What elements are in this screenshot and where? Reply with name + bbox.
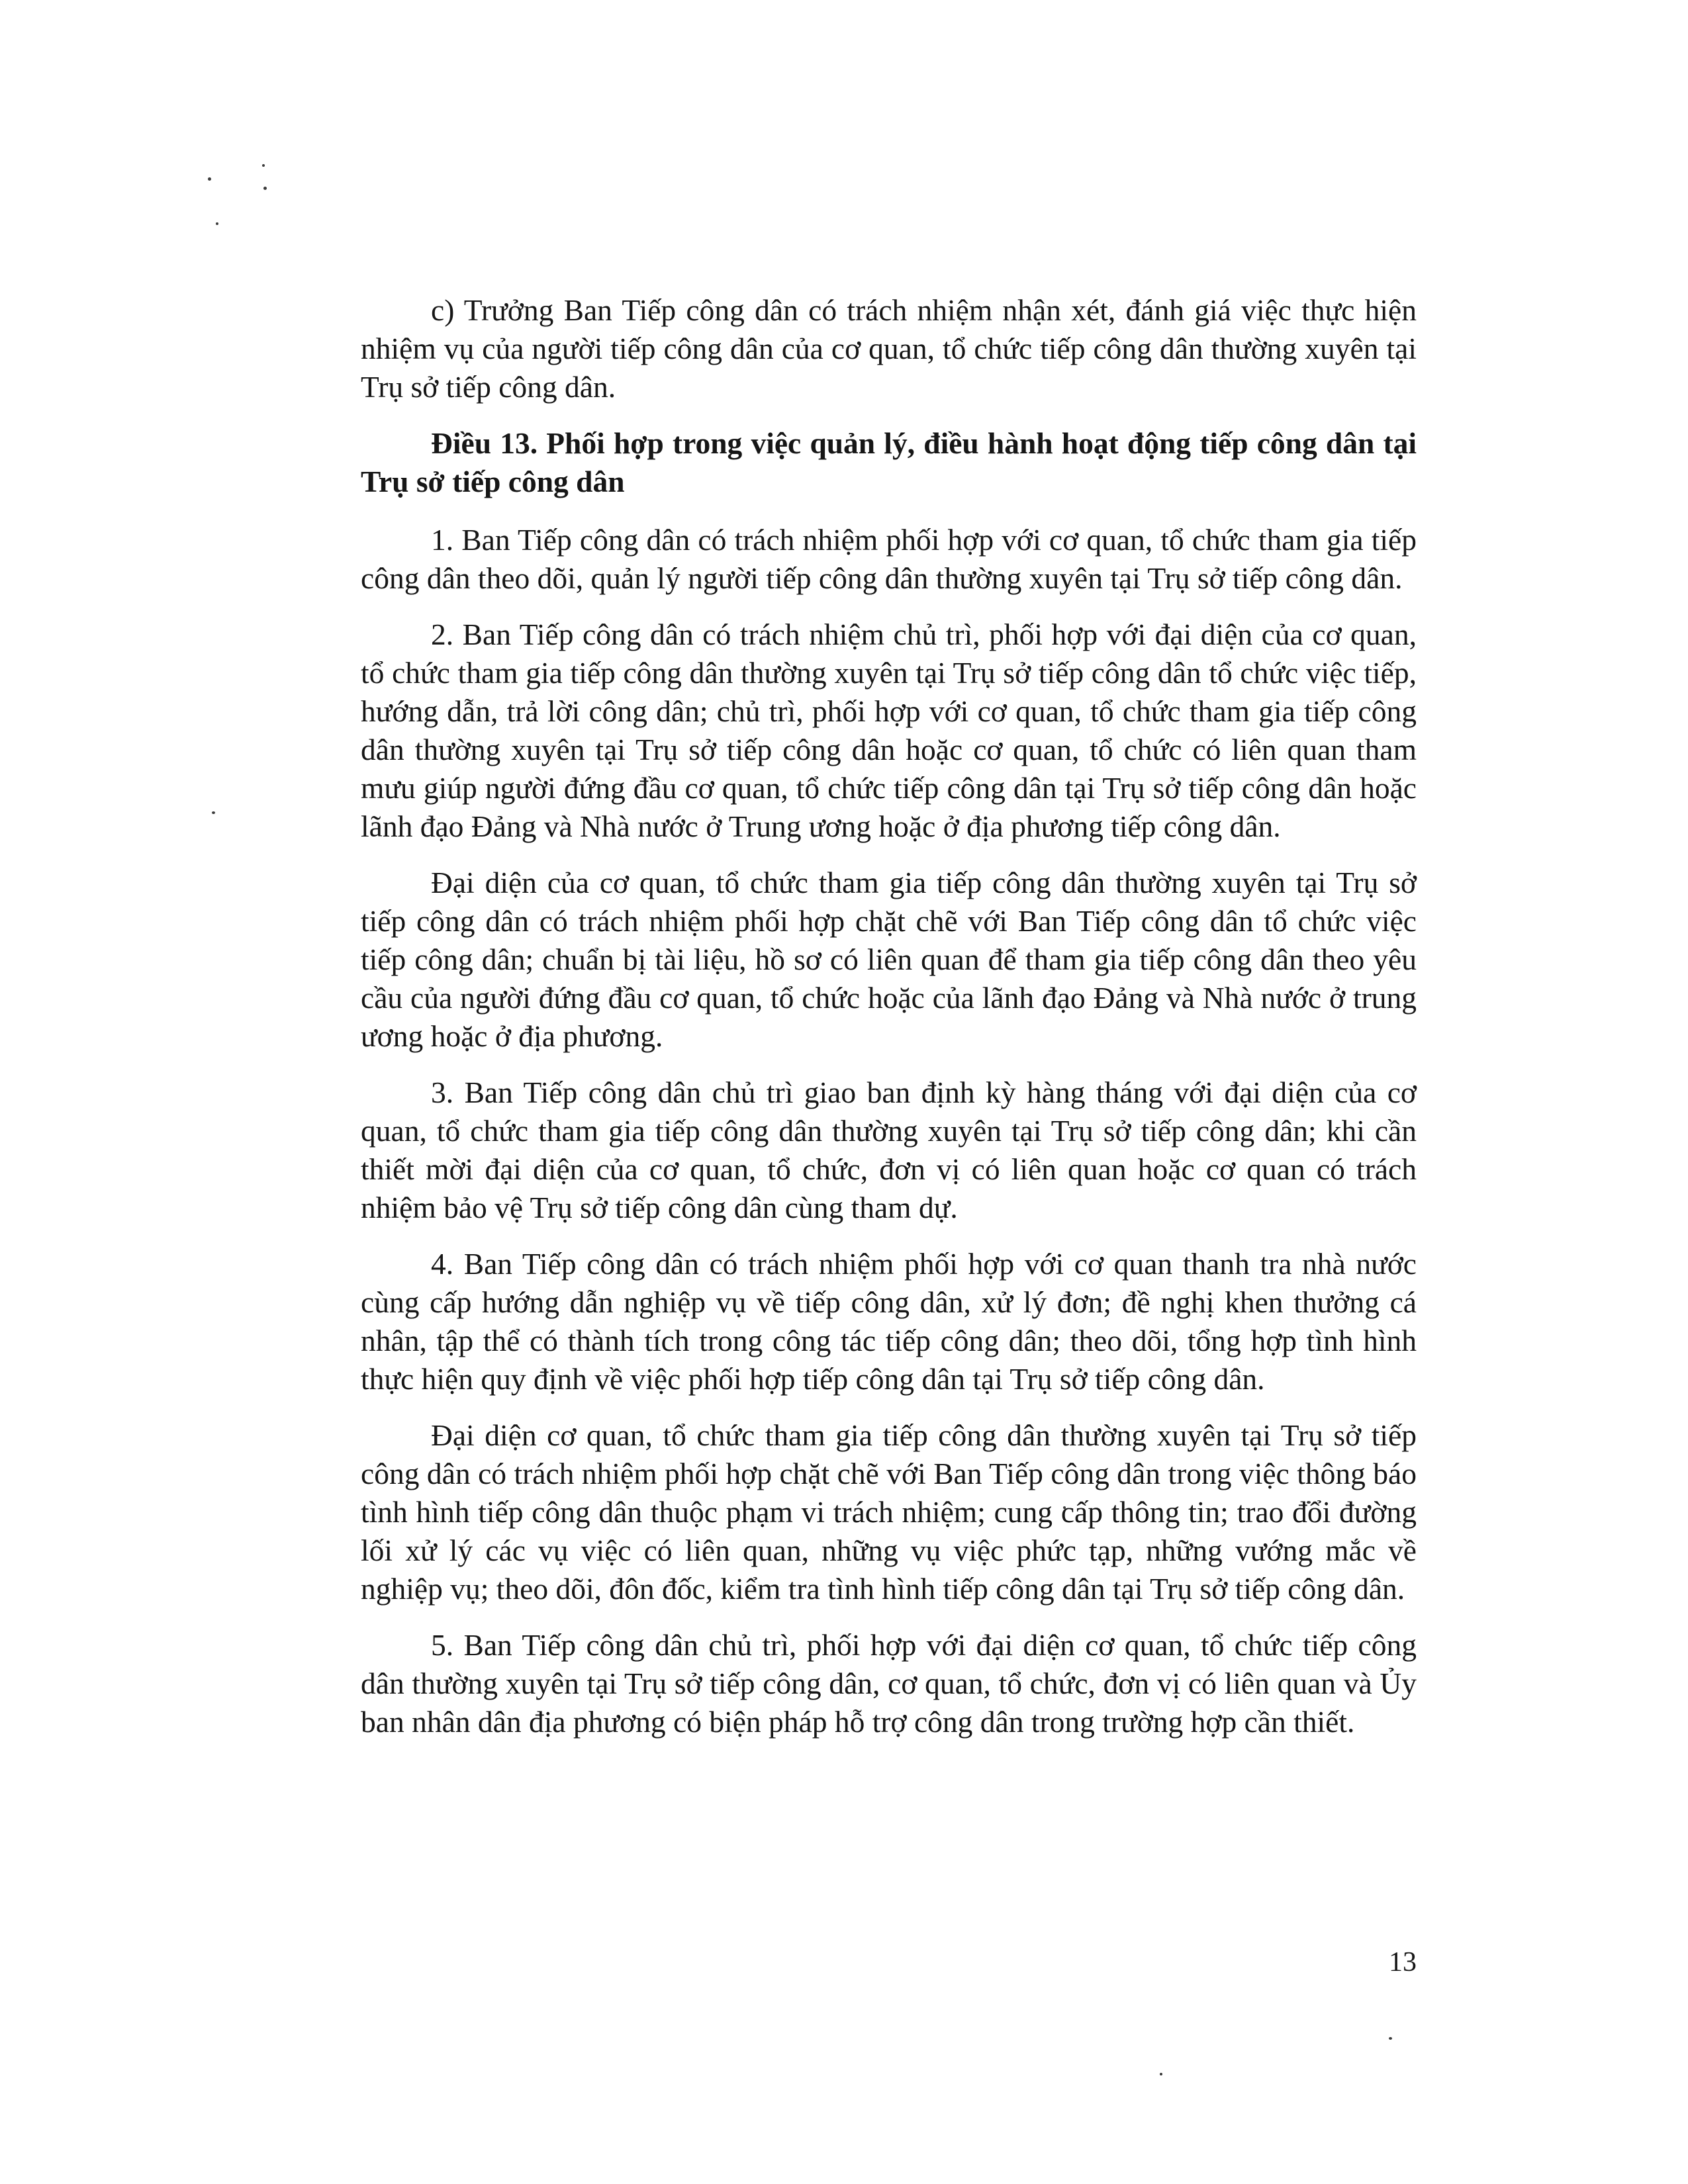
page-number: 13: [1389, 1947, 1417, 1978]
paragraph-clause-4-cont: Đại diện cơ quan, tổ chức tham gia tiếp công dân thường xuyên tại Trụ sở tiếp công dân có trách nhiệm phối hợp chặt chẽ với Ban Tiếp công dân trong việc thông báo tình hình tiếp công dân thuộc phạm vi trách nhiệm; cung cấp thông tin; trao đổi đường lối xử lý các vụ việc có liên quan, những vụ việc phức tạp, những vướng mắc về nghiệp vụ; theo dõi, đôn đốc, kiểm tra tình hình tiếp công dân tại Trụ sở tiếp công dân.: [361, 1418, 1417, 1606]
paragraph-clause-2-cont: Đại diện của cơ quan, tổ chức tham gia tiếp công dân thường xuyên tại Trụ sở tiếp công dân có trách nhiệm phối hợp chặt chẽ với Ban Tiếp công dân tổ chức việc tiếp công dân; chuẩn bị tài liệu, hồ sơ có liên quan để tham gia tiếp công dân theo yêu cầu của người đứng đầu cơ quan, tổ chức hoặc của lãnh đạo Đảng và Nhà nước ở trung ương hoặc ở địa phương.: [361, 866, 1417, 1053]
scan-speck: [262, 164, 265, 167]
scan-speck: [208, 177, 211, 181]
scan-speck: [1389, 2037, 1392, 2040]
article-13-heading: Điều 13. Phối hợp trong việc quản lý, điều hành hoạt động tiếp công dân tại Trụ sở tiếp công dân: [361, 426, 1417, 498]
scan-speck: [212, 811, 215, 814]
paragraph-clause-4: 4. Ban Tiếp công dân có trách nhiệm phối hợp với cơ quan thanh tra nhà nước cùng cấp hướng dẫn nghiệp vụ về tiếp công dân, xử lý đơn; đề nghị khen thưởng cá nhân, tập thể có thành tích trong công tác tiếp công dân; theo dõi, tổng hợp tình hình thực hiện quy định về việc phối hợp tiếp công dân tại Trụ sở tiếp công dân.: [361, 1247, 1417, 1396]
scan-speck: [1160, 2073, 1162, 2075]
paragraph-clause-2: 2. Ban Tiếp công dân có trách nhiệm chủ trì, phối hợp với đại diện của cơ quan, tổ chức tham gia tiếp công dân thường xuyên tại Trụ sở tiếp công dân tổ chức việc tiếp, hướng dẫn, trả lời công dân; chủ trì, phối hợp với cơ quan, tổ chức tham gia tiếp công dân thường xuyên tại Trụ sở tiếp công dân hoặc cơ quan, tổ chức có liên quan tham mưu giúp người đứng đầu cơ quan, tổ chức tiếp công dân tại Trụ sở tiếp công dân hoặc lãnh đạo Đảng và Nhà nước ở Trung ương hoặc ở địa phương tiếp công dân.: [361, 617, 1417, 843]
paragraph-1: c) Trưởng Ban Tiếp công dân có trách nhiệm nhận xét, đánh giá việc thực hiện nhiệm vụ của người tiếp công dân của cơ quan, tổ chức tiếp công dân thường xuyên tại Trụ sở tiếp công dân.: [361, 293, 1417, 404]
scan-speck: [263, 187, 267, 190]
scan-speck: [216, 222, 218, 225]
document-body: [361, 291, 1417, 1759]
paragraph-clause-5: 5. Ban Tiếp công dân chủ trì, phối hợp với đại diện cơ quan, tổ chức tiếp công dân thường xuyên tại Trụ sở tiếp công dân, cơ quan, tổ chức, đơn vị có liên quan và Ủy ban nhân dân địa phương có biện pháp hỗ trợ công dân trong trường hợp cần thiết.: [361, 1628, 1417, 1739]
paragraph-clause-1: 1. Ban Tiếp công dân có trách nhiệm phối hợp với cơ quan, tổ chức tham gia tiếp công dân theo dõi, quản lý người tiếp công dân thường xuyên tại Trụ sở tiếp công dân.: [361, 523, 1417, 595]
paragraph-clause-3: 3. Ban Tiếp công dân chủ trì giao ban định kỳ hàng tháng với đại diện của cơ quan, tổ chức tham gia tiếp công dân thường xuyên tại Trụ sở tiếp công dân; khi cần thiết mời đại diện của cơ quan, tổ chức, đơn vị có liên quan hoặc cơ quan có trách nhiệm bảo vệ Trụ sở tiếp công dân cùng tham dự.: [361, 1075, 1417, 1224]
